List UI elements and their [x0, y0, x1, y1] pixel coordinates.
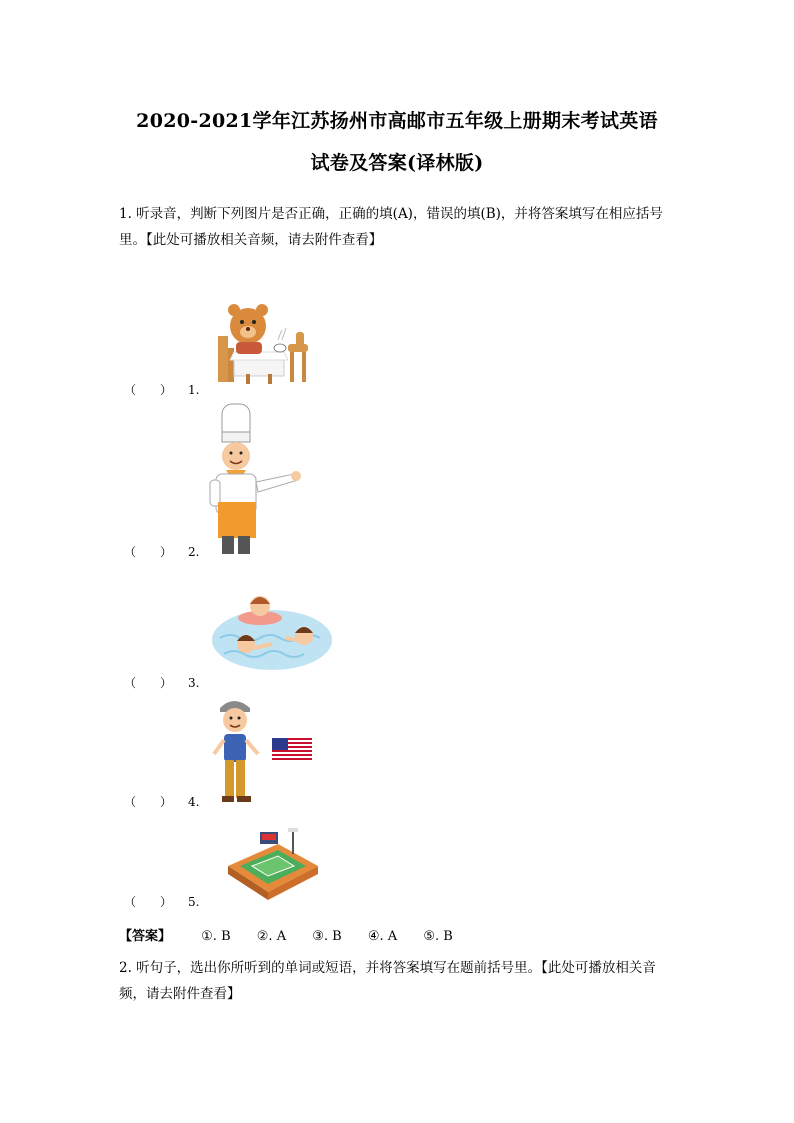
- list-item: [124, 674, 199, 691]
- item-number: 5.: [188, 895, 200, 909]
- answer-item: ④. A: [367, 929, 398, 944]
- answer-bracket[interactable]: （ ）: [124, 676, 173, 690]
- bear-tea-party-icon: [212, 296, 312, 386]
- answer-item: ③. B: [312, 929, 342, 944]
- question-1-text: 1. 听录音，判断下列图片是否正确，正确的填(A)，错误的填(B)，并将答案填写在相应括号里。【此处可播放相关音频，请去附件查看】: [119, 206, 663, 248]
- page-title-line-1: 2020-2021学年江苏扬州市高邮市五年级上册期末考试英语: [136, 110, 658, 132]
- answer-item: ①. B: [201, 929, 231, 944]
- list-item: [124, 543, 199, 560]
- chef-icon: [208, 402, 308, 558]
- stadium-icon: [222, 826, 322, 904]
- list-item: [124, 793, 199, 810]
- answer-bracket[interactable]: （ ）: [124, 895, 173, 909]
- item-number: 1.: [188, 383, 200, 397]
- kids-swimming-icon: [210, 588, 334, 674]
- answer-bracket[interactable]: （ ）: [124, 795, 173, 809]
- answer-label: 【答案】: [119, 929, 172, 944]
- page-title-line-2: 试卷及答案(译林版): [310, 152, 484, 174]
- us-flag-icon: [272, 738, 312, 762]
- answer-bracket[interactable]: （ ）: [124, 383, 173, 397]
- item-number: 4.: [188, 795, 200, 809]
- list-item: [124, 893, 199, 910]
- question-2-text: 2. 听句子，选出你所听到的单词或短语，并将答案填写在题前括号里。【此处可播放相关音频，请去附件查看】: [119, 960, 656, 1002]
- answer-bracket[interactable]: （ ）: [124, 545, 173, 559]
- answer-item: ②. A: [256, 929, 287, 944]
- answer-line: [119, 925, 475, 944]
- answer-item: ⑤. B: [423, 929, 453, 944]
- list-item: [124, 381, 199, 398]
- item-number: 2.: [188, 545, 200, 559]
- item-number: 3.: [188, 676, 200, 690]
